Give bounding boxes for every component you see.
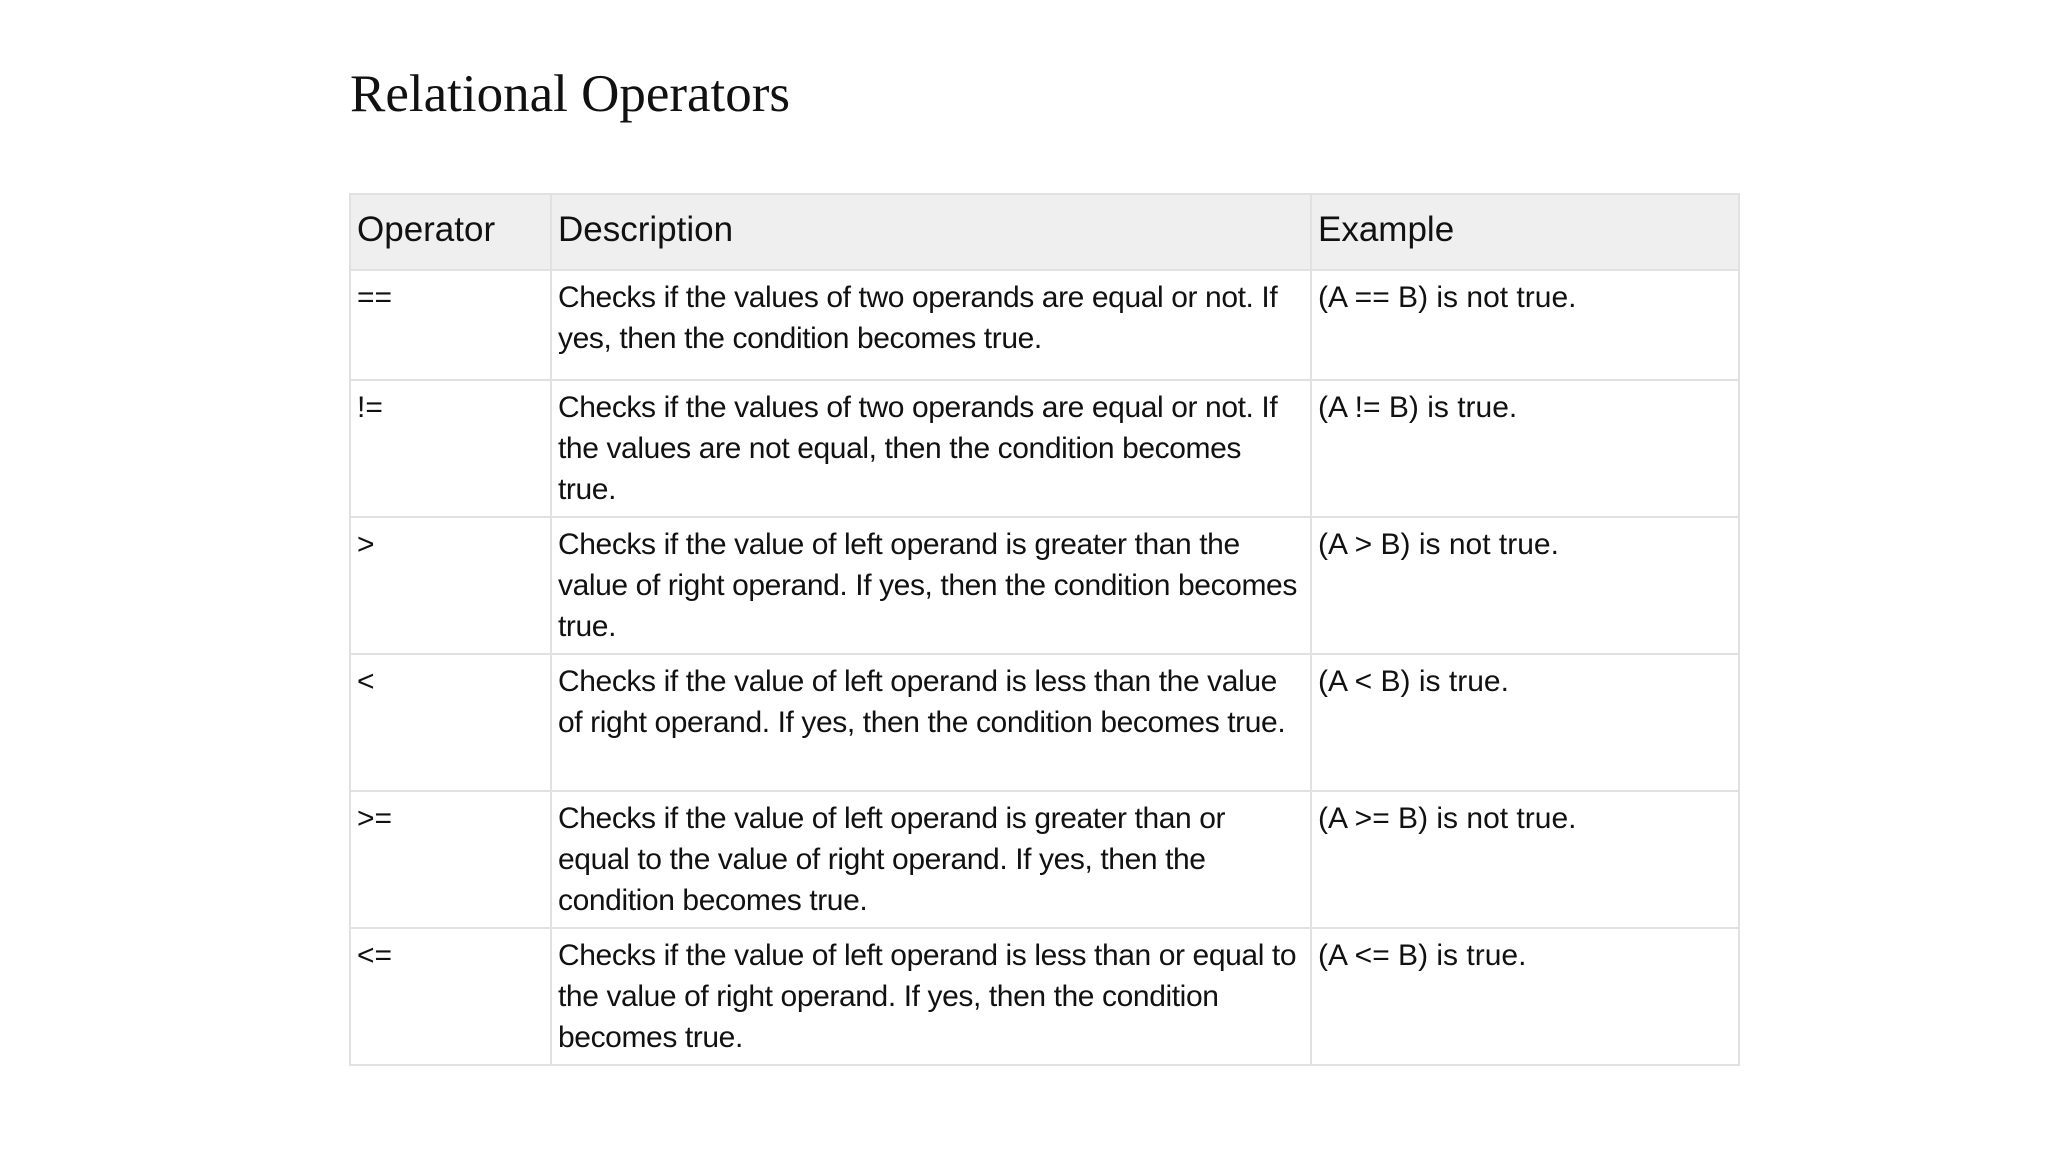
table-row [350, 517, 1739, 654]
description-cell: Checks if the value of left operand is less than or equal to the value of right operand. If yes, then the condition becomes true. [551, 928, 1311, 1065]
table-row [350, 791, 1739, 928]
description-cell: Checks if the values of two operands are equal or not. If yes, then the condition becomes true. [551, 270, 1311, 380]
example-cell: (A <= B) is true. [1311, 928, 1739, 1065]
example-cell: (A > B) is not true. [1311, 517, 1739, 654]
header-description: Description [551, 194, 1311, 270]
description-cell: Checks if the value of left operand is greater than or equal to the value of right operand. If yes, then the condition becomes true. [551, 791, 1311, 928]
operator-cell: != [350, 380, 551, 517]
table-header-row [350, 194, 1739, 270]
table-row [350, 928, 1739, 1065]
example-cell: (A == B) is not true. [1311, 270, 1739, 380]
operator-cell: <= [350, 928, 551, 1065]
description-cell: Checks if the value of left operand is greater than the value of right operand. If yes, then the condition becomes true. [551, 517, 1311, 654]
example-cell: (A >= B) is not true. [1311, 791, 1739, 928]
operators-table [349, 193, 1740, 1066]
page-title: Relational Operators [350, 65, 791, 123]
table-row [350, 270, 1739, 380]
example-cell: (A < B) is true. [1311, 654, 1739, 791]
header-operator: Operator [350, 194, 551, 270]
header-example: Example [1311, 194, 1739, 270]
table-row [350, 654, 1739, 791]
operator-cell: >= [350, 791, 551, 928]
operator-cell: > [350, 517, 551, 654]
operator-cell: < [350, 654, 551, 791]
description-cell: Checks if the value of left operand is less than the value of right operand. If yes, then the condition becomes true. [551, 654, 1311, 791]
example-cell: (A != B) is true. [1311, 380, 1739, 517]
operator-cell: == [350, 270, 551, 380]
description-cell: Checks if the values of two operands are equal or not. If the values are not equal, then the condition becomes true. [551, 380, 1311, 517]
table-row [350, 380, 1739, 517]
